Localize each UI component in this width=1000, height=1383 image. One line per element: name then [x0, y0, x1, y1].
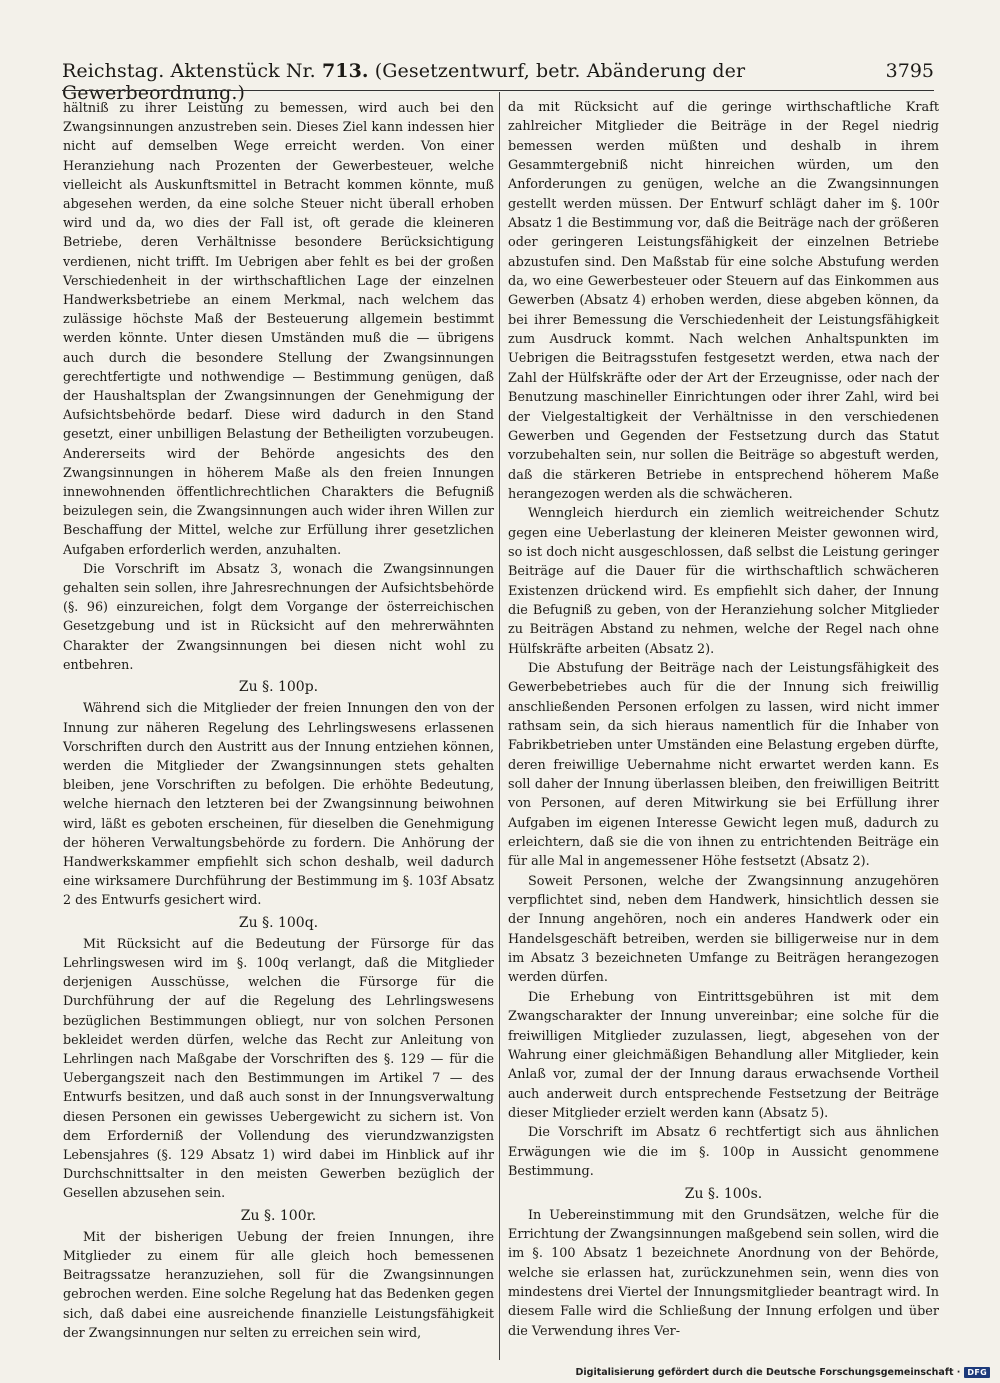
column-divider — [499, 92, 500, 1360]
paragraph: Die Vorschrift im Absatz 3, wonach die Zwangsinnungen gehalten sein sollen, ihre Jahresrechnungen der Aufsichtsbehörde (§. 96) einzureichen, folgt dem Vorgange der österreichischen Gesetzgebung und ist in Rücksicht auf den mehrerwähnten Charakter der Zwangsinnungen bei diesen nicht wohl zu entbehren. — [63, 560, 494, 672]
paragraph: Soweit Personen, welche der Zwangsinnung anzugehören verpflichtet sind, neben dem Handwerk, hinsichtlich dessen sie der Innung angehören, noch ein anderes Handwerk oder ein Handelsgeschäft betreiben, werden sie billigerweise nur in dem im Absatz 3 bezeichneten Umfange zu Beiträgen herangezogen werden dürfen. — [508, 873, 939, 986]
dfg-logo: DFG — [964, 1367, 990, 1378]
paragraph: Mit Rücksicht auf die Bedeutung der Fürsorge für das Lehrlingswesen wird im §. 100q verlangt, daß die Mitglieder derjenigen Ausschüsse, welchen die Fürsorge für die Durchführung der auf die Regelung des Lehrlingswesens bezüglichen Bestimmungen obliegt, nur von solchen Personen bekleidet werden dürfen, welche das Recht zur Anleitung von Lehrlingen nach Maßgabe der Vorschriften des §. 129 — für die Uebergangszeit nach den Bestimmungen im Artikel 7 — des Entwurfs besitzen, und daß auch sonst in der Innungsverwaltung diesen Personen ein gewisses Uebergewicht zu sichern ist. Von dem Erforderniß der Vollendung des vierundzwanzigsten Lebensjahres (§. 129 Absatz 1) wird dabei im Hinblick auf ihr Durchschnittsalter in den meisten Gewerben bezüglich der Gesellen abzusehen sein. — [63, 935, 494, 1201]
digitization-credit — [576, 1367, 990, 1378]
left-column — [63, 98, 494, 1342]
paragraph: Die Vorschrift im Absatz 6 rechtfertigt sich aus ähnlichen Erwägungen wie die im §. 100p in Aussicht genommene Bestimmung. — [508, 1125, 939, 1179]
header-rule — [62, 90, 934, 91]
paragraph: Wenngleich hierdurch ein ziemlich weitreichender Schutz gegen eine Ueberlastung der kleineren Meister gewonnen wird, so ist doch nicht ausgeschlossen, daß selbst die Leistung geringer Beiträge auf die Dauer für die wirthschaftlich schwächeren Existenzen drückend wird. Es empfiehlt sich daher, der Innung die Befugniß zu geben, von der Heranziehung solcher Mitglieder zu Beiträgen Abstand zu nehmen, welche der Regel nach ohne Hülfskräfte arbeiten (Absatz 2). — [508, 506, 939, 657]
paragraph: da mit Rücksicht auf die geringe wirthschaftliche Kraft zahlreicher Mitglieder die Beiträge in der Regel niedrig bemessen werden müßten und deshalb in ihrem Gesammtergebniß nicht hinreichen würden, um den Anforderungen zu genügen, welche an die Zwangsinnungen gestellt werden müssen. Der Entwurf schlägt daher im §. 100r Absatz 1 die Bestimmung vor, daß die Beiträge nach der größeren oder geringeren Leistungsfähigkeit der einzelnen Betriebe abzustufen sind. Den Maßstab für eine solche Abstufung werden da, wo eine Gewerbesteuer oder Steuern auf das Einkommen aus Gewerben (Absatz 4) erhoben werden, diese abgeben können, da bei ihrer Bemessung die Verschiedenheit der Leistungsfähigkeit zum Ausdruck kommt. Nach welchen Anhaltspunkten im Uebrigen die Beitragsstufen festgesetzt werden, etwa nach der Zahl der Hülfskräfte oder der Art der Erzeugnisse, oder nach der Benutzung maschineller Einrichtungen oder ihrer Zahl, wird bei der Vielgestaltigkeit der Verhältnisse in den verschiedenen Gewerben und Gegenden der Festsetzung durch das Statut vorzubehalten sein, nur sollen die Beiträge so abgestuft werden, daß die stärkeren Betriebe in entsprechend höherem Maße herangezogen werden als die schwächeren. — [508, 100, 939, 502]
section-heading: Zu §. 100p. — [238, 679, 319, 696]
paragraph: hältniß zu ihrer Leistung zu bemessen, wird auch bei den Zwangsinnungen anzustreben sein. Dieses Ziel kann indessen hier nicht auf demselben Wege erreicht werden. Von einer Heranziehung nach Prozenten der Gewerbesteuer, welche vielleicht als Auskunftsmittel in Betracht kommen könnte, muß abgesehen werden, da eine solche Steuer nicht überall erhoben wird und da, wo dies der Fall ist, oft gerade die kleineren Betriebe, deren Verhältnisse besondere Berücksichtigung verdienen, nicht trifft. Im Uebrigen aber fehlt es bei der großen Verschiedenheit in der wirthschaftlichen Lage der einzelnen Handwerksbetriebe an einem Merkmal, nach welchem das zulässige höchste Maß der Besteuerung allgemein bestimmt werden könnte. Unter diesen Umständen muß die — übrigens auch durch die besondere Stellung der Zwangsinnungen gerechtfertigte und nothwendige — Bestimmung genügen, daß der Haushaltsplan der Zwangsinnungen der Genehmigung der Aufsichtsbehörde bedarf. Diese wird dadurch in den Stand gesetzt, einer unbilligen Belastung der Betheiligten vorzubeugen. Andererseits wird der Behörde angesichts des den Zwangsinnungen in höherem Maße als den freien Innungen innewohnenden öffentlichrechtlichen Charakters die Befugniß beizulegen sein, die Zwangsinnungen auch wider ihren Willen zur Beschaffung der Mittel, welche zur Erfüllung ihrer gesetzlichen Aufgaben erforderlich werden, anzuhalten. — [63, 100, 494, 557]
paragraph: Mit der bisherigen Uebung der freien Innungen, ihre Mitglieder zu einem für alle gleich hoch bemessenen Beitragssatze heranzuziehen, soll für die Zwangsinnungen gebrochen werden. Eine solche Regelung hat das Bedenken gegen sich, daß dabei eine ausreichende finanzielle Leistungsfähigkeit der Zwangsinnungen nur selten zu erreichen sein wird, — [63, 1228, 494, 1340]
header-title-prefix: Reichstag. Aktenstück Nr. — [62, 60, 322, 82]
section-heading: Zu §. 100q. — [238, 914, 319, 931]
paragraph: Die Abstufung der Beiträge nach der Leistungsfähigkeit des Gewerbebetriebes auch für die der Innung sich freiwillig anschließenden Personen erfolgen zu lassen, wird nicht immer rathsam sein, da sich hieraus namentlich für die Inhaber von Fabrikbetrieben unter Umständen eine Belastung ergeben dürfte, deren freiwillige Uebernahme nicht erwartet werden kann. Es soll daher der Innung überlassen bleiben, den freiwilligen Beitritt von Personen, auf deren Mitwirkung sie bei Erfüllung ihrer Aufgaben im eigenen Interesse Gewicht legen muß, dadurch zu erleichtern, daß sie die von ihnen zu entrichtenden Beiträge ein für alle Mal in angemessener Höhe festsetzt (Absatz 2). — [508, 660, 939, 870]
paragraph: In Uebereinstimmung mit den Grundsätzen, welche für die Errichtung der Zwangsinnungen maßgebend sein sollen, wird die im §. 100 Absatz 1 bezeichnete Anordnung von der Behörde, welche sie erlassen hat, zurückzunehmen sein, wenn dies von mindestens drei Viertel der Innungsmitglieder beantragt wird. In diesem Falle wird die Schließung der Innung erfolgen und über die Verwendung ihres Ver- — [508, 1207, 939, 1339]
header-title-suffix: (Gesetzentwurf, betr. Abänderung der Gewerbeordnung.) — [62, 60, 746, 104]
right-column — [508, 98, 939, 1341]
page-number: 3795 — [885, 60, 934, 82]
document-number: 713. — [321, 60, 369, 82]
credit-text: Digitalisierung gefördert durch die Deutsche Forschungsgemeinschaft · — [575, 1367, 961, 1378]
section-heading: Zu §. 100s. — [684, 1186, 763, 1203]
paragraph: Während sich die Mitglieder der freien Innungen den von der Innung zur näheren Regelung des Lehrlingswesens erlassenen Vorschriften durch den Austritt aus der Innung entziehen können, werden die Mitglieder der Zwangsinnungen stets gehalten bleiben, jene Vorschriften zu befolgen. Die erhöhte Bedeutung, welche hiernach den letzteren bei der Zwangsinnung beiwohnen wird, läßt es geboten erscheinen, für dieselben die Genehmigung der höheren Verwaltungsbehörde zu fordern. Die Anhörung der Handwerkskammer empfiehlt sich schon deshalb, weil dadurch eine wirksamere Durchführung der Bestimmung im §. 103f Absatz 2 des Entwurfs gesichert wird. — [63, 700, 494, 908]
paragraph: Die Erhebung von Eintrittsgebühren ist mit dem Zwangscharakter der Innung unvereinbar; eine solche für die freiwilligen Mitglieder zuzulassen, liegt, abgesehen von der Wahrung einer gleichmäßigen Behandlung aller Mitglieder, kein Anlaß vor, zumal der der Innung daraus erwachsende Vortheil auch anderweit durch entsprechende Festsetzung der Beiträge dieser Mitglieder erzielt werden kann (Absatz 5). — [508, 989, 939, 1121]
section-heading: Zu §. 100r. — [240, 1207, 317, 1224]
